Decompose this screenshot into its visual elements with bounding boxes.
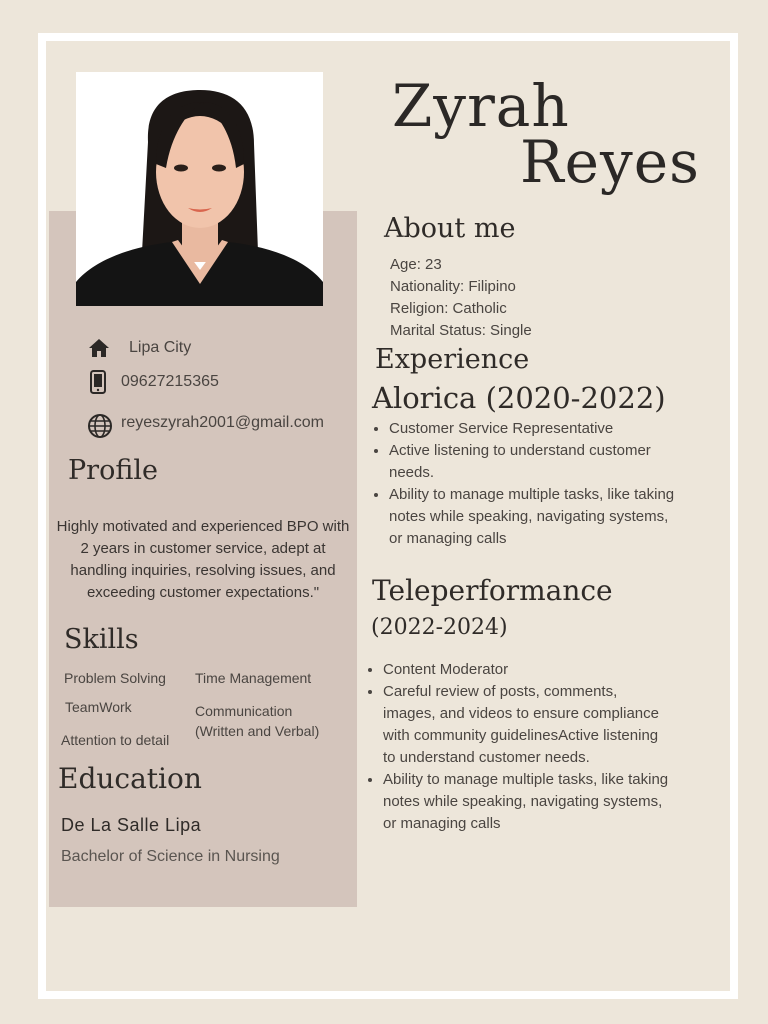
skill-item: Communication (Written and Verbal) — [195, 703, 320, 739]
skill-item: TeamWork — [65, 699, 132, 715]
job-period: (2022-2024) — [371, 615, 508, 640]
phone-icon — [90, 370, 106, 394]
about-item: Nationality: Filipino — [390, 278, 516, 295]
job-bullet: • Customer Service Representative — [389, 418, 679, 440]
education-school: De La Salle Lipa — [61, 815, 202, 835]
home-icon — [88, 338, 110, 358]
frame-gap — [720, 210, 728, 370]
about-item: Religion: Catholic — [390, 300, 507, 317]
profile-text: Highly motivated and experienced BPO with 2 years in customer service, adept at handling inquiries, resolving issues, and exceeding customer expectations." — [56, 518, 350, 601]
education-heading: Education — [58, 762, 202, 795]
about-heading: About me — [384, 213, 516, 244]
portrait-image — [76, 72, 323, 306]
education-degree: Bachelor of Science in Nursing — [61, 848, 280, 865]
location-text: Lipa City — [129, 339, 192, 356]
contact-email — [87, 407, 324, 439]
skill-item: Problem Solving — [64, 670, 166, 686]
job-bullet: • Ability to manage multiple tasks, like taking notes while speaking, navigating systems, or managing calls — [383, 769, 673, 835]
profile-heading: Profile — [68, 455, 158, 486]
experience-heading: Experience — [375, 344, 530, 375]
about-list — [390, 254, 532, 342]
about-item: Age: 23 — [390, 256, 442, 273]
email-text: reyeszyrah2001@gmail.com — [121, 414, 324, 431]
skill-item: Time Management — [195, 670, 312, 686]
last-name: Reyes — [520, 128, 700, 196]
profile-photo — [76, 72, 323, 306]
about-item: Marital Status: Single — [390, 322, 532, 339]
skills-heading: Skills — [64, 624, 139, 655]
job-company: Alorica (2020-2022) — [372, 381, 666, 415]
first-name: Zyrah — [392, 72, 570, 140]
job-bullets — [372, 418, 679, 550]
job-bullet: • Ability to manage multiple tasks, like taking notes while speaking, navigating systems, or managing calls — [389, 484, 679, 550]
contact-location — [88, 338, 191, 358]
phone-text: 09627215365 — [121, 373, 219, 390]
job-company: Teleperformance — [372, 574, 613, 607]
globe-icon — [87, 407, 113, 439]
skill-item: Attention to detail — [61, 732, 170, 748]
job-bullets — [366, 659, 673, 835]
job-bullet: • Active listening to understand customer needs. — [389, 440, 679, 484]
job-bullet: • Careful review of posts, comments, images, and videos to ensure compliance with community guidelinesActive listening to understand customer needs. — [383, 681, 673, 769]
job-bullet: • Content Moderator — [383, 659, 673, 681]
contact-phone — [90, 370, 219, 394]
